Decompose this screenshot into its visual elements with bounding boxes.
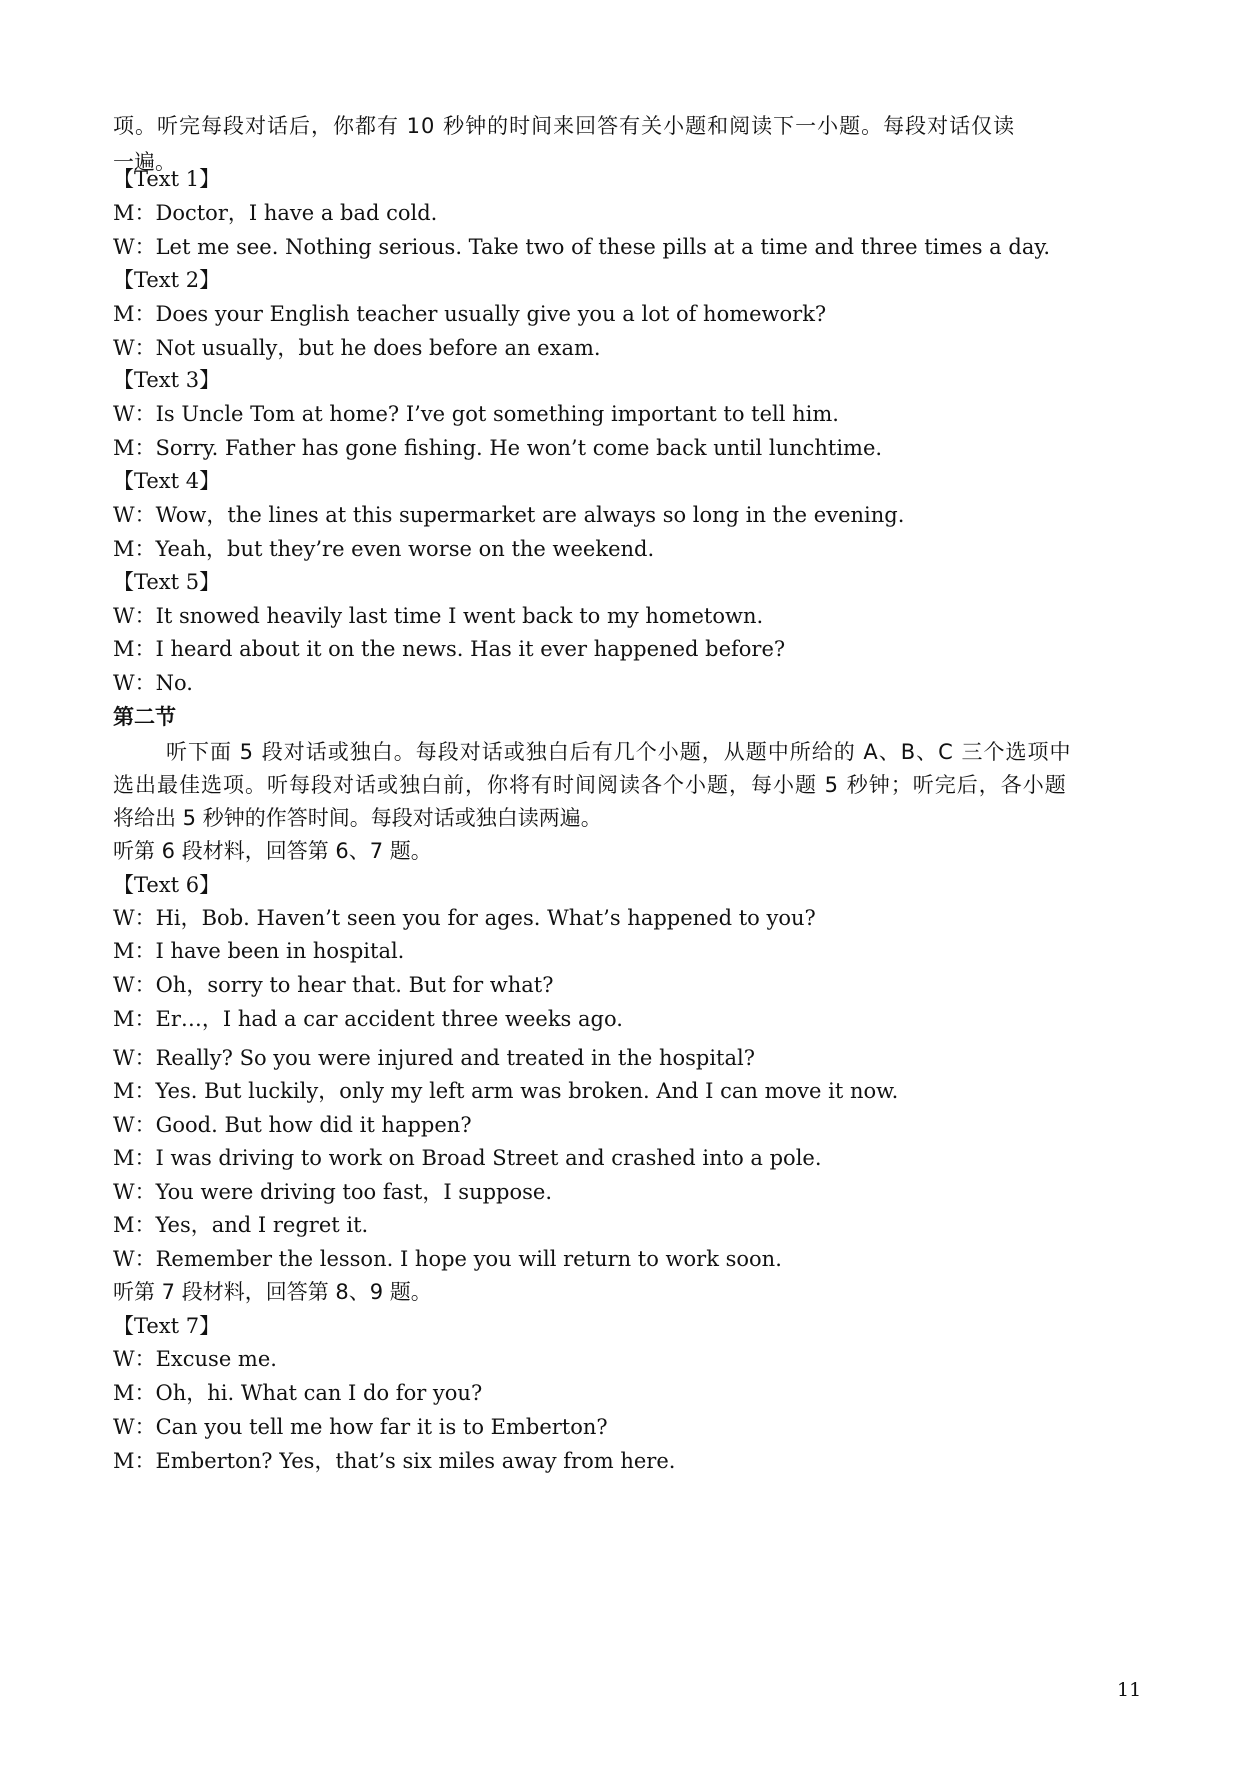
text-7-line: W：Excuse me. xyxy=(113,1347,277,1371)
section-2-instruction-1: 听下面 5 段对话或独白。每段对话或独白后有几个小题，从题中所给的 A、B、C 三个选项中 xyxy=(166,740,1072,764)
text-6-line: W：Really? So you were injured and treated in the hospital? xyxy=(113,1046,755,1070)
text-7-line: M：Emberton? Yes，that’s six miles away from here. xyxy=(113,1449,676,1473)
text-2-label: 【Text 2】 xyxy=(113,268,221,292)
text-6-line: W：You were driving too fast，I suppose. xyxy=(113,1180,553,1204)
text-5-man: M：I heard about it on the news. Has it ever happened before? xyxy=(113,637,786,661)
text-1-man: M：Doctor，I have a bad cold. xyxy=(113,201,438,225)
section-2-instruction-3: 将给出 5 秒钟的作答时间。每段对话或独白读两遍。 xyxy=(113,806,602,830)
text-7-line: M：Oh，hi. What can I do for you? xyxy=(113,1381,483,1405)
text-6-line: W：Oh，sorry to hear that. But for what? xyxy=(113,973,554,997)
page-number: 11 xyxy=(1117,1679,1142,1701)
text-2-man: M：Does your English teacher usually give you a lot of homework? xyxy=(113,302,827,326)
text-6-line: W：Hi，Bob. Haven’t seen you for ages. What’s happened to you? xyxy=(113,906,816,930)
text-4-label: 【Text 4】 xyxy=(113,469,221,493)
text-5-woman-2: W：No. xyxy=(113,671,193,695)
text-3-label: 【Text 3】 xyxy=(113,368,221,392)
text-4-woman: W：Wow，the lines at this supermarket are always so long in the evening. xyxy=(113,503,905,527)
text-3-woman: W：Is Uncle Tom at home? I’ve got something important to tell him. xyxy=(113,402,839,426)
text-6-line: M：Yes. But luckily，only my left arm was broken. And I can move it now. xyxy=(113,1079,899,1103)
text-6-label: 【Text 6】 xyxy=(113,873,221,897)
question-7-intro: 听第 7 段材料，回答第 8、9 题。 xyxy=(113,1280,432,1304)
text-1-woman: W：Let me see. Nothing serious. Take two of these pills at a time and three times a day. xyxy=(113,235,1051,259)
text-1-label: 【Text 1】 xyxy=(113,167,221,191)
text-4-man: M：Yeah，but they’re even worse on the weekend. xyxy=(113,537,655,561)
text-5-woman-1: W：It snowed heavily last time I went back to my hometown. xyxy=(113,604,764,628)
text-2-woman: W：Not usually，but he does before an exam. xyxy=(113,336,601,360)
section-2-heading: 第二节 xyxy=(113,705,176,729)
text-6-line: M：I have been in hospital. xyxy=(113,939,405,963)
text-7-line: W：Can you tell me how far it is to Emberton? xyxy=(113,1415,608,1439)
intro-line-1: 项。听完每段对话后，你都有 10 秒钟的时间来回答有关小题和阅读下一小题。每段对话仅读 xyxy=(113,114,1016,138)
text-5-label: 【Text 5】 xyxy=(113,570,221,594)
text-6-line: M：I was driving to work on Broad Street and crashed into a pole. xyxy=(113,1146,822,1170)
text-3-man: M：Sorry. Father has gone fishing. He won’t come back until lunchtime. xyxy=(113,436,883,460)
text-7-label: 【Text 7】 xyxy=(113,1314,221,1338)
intro-line-2: 一遍。 xyxy=(113,150,176,174)
section-2-instruction-2: 选出最佳选项。听每段对话或独白前，你将有时间阅读各个小题，每小题 5 秒钟；听完后，各小题 xyxy=(113,773,1067,797)
question-6-intro: 听第 6 段材料，回答第 6、7 题。 xyxy=(113,839,432,863)
text-6-line: M：Er…，I had a car accident three weeks ago. xyxy=(113,1007,623,1031)
text-6-line: W：Remember the lesson. I hope you will return to work soon. xyxy=(113,1247,782,1271)
text-6-line: M：Yes，and I regret it. xyxy=(113,1213,369,1237)
text-6-line: W：Good. But how did it happen? xyxy=(113,1113,472,1137)
